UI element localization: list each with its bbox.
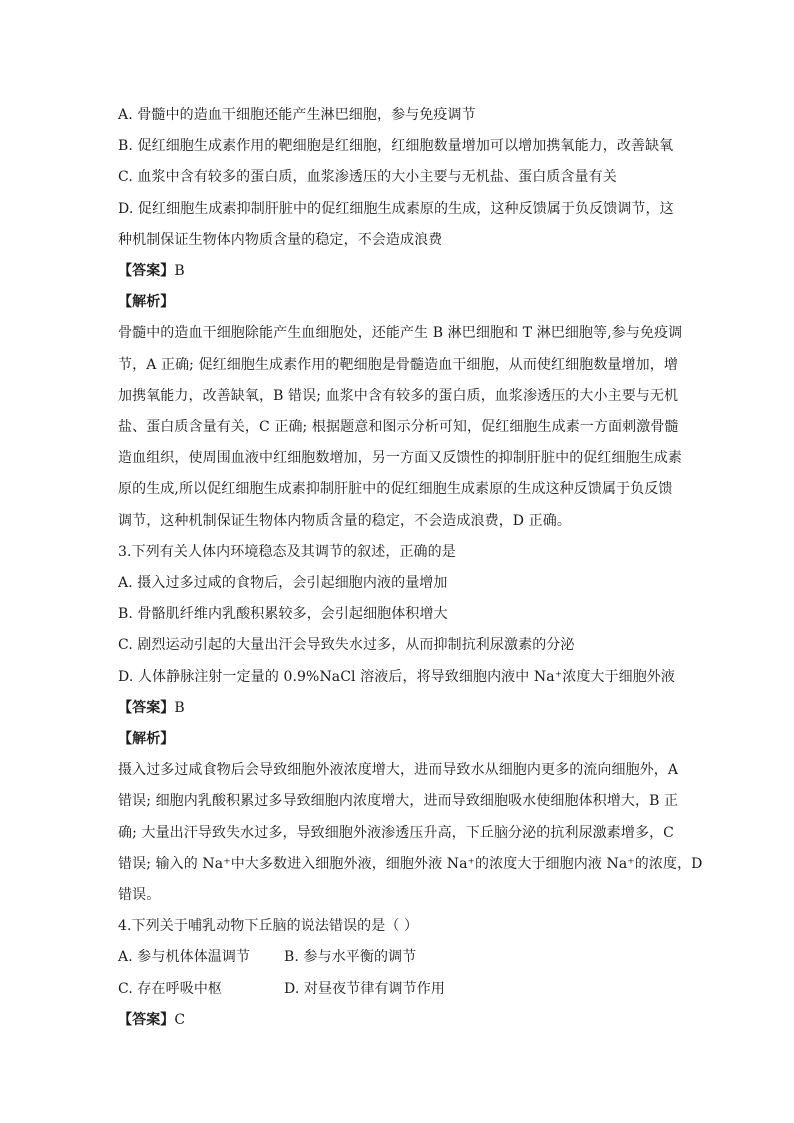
q4-answer-value: C	[174, 1011, 186, 1028]
q2-analysis-line: 盐、蛋白质含量有关，C 正确; 根据题意和图示分析可知，促红细胞生成素一方面刺激骨髓	[118, 419, 679, 436]
q2-analysis-line: 节，A 正确; 促红细胞生成素作用的靶细胞是骨髓造血干细胞，从而使红细胞数量增加，增	[118, 356, 678, 373]
q4-option-d: D. 对昼夜节律有调节作用	[284, 980, 445, 997]
q2-analysis-line: 原的生成,所以促红细胞生成素抑制肝脏中的促红细胞生成素原的生成这种反馈属于负反馈	[118, 481, 673, 498]
q4-option-a: A. 参与机体体温调节	[118, 949, 251, 966]
q2-answer	[118, 256, 678, 287]
q2-analysis-line: 调节，这种机制保证生物体内物质含量的稳定，不会造成浪费，D 正确。	[118, 512, 571, 529]
document-page	[118, 100, 703, 1036]
q4-answer	[118, 1005, 678, 1036]
q3-option-b: B. 骨骼肌纤维内乳酸积累较多，会引起细胞体积增大	[118, 606, 448, 623]
q3-answer-tag: 【答案】	[118, 699, 175, 716]
q3-analysis-line: 错误。	[118, 887, 161, 904]
q3-option-a: A. 摄入过多过咸的食物后，会引起细胞内液的量增加	[118, 575, 448, 592]
q4-option-b: B. 参与水平衡的调节	[284, 949, 417, 966]
q3-analysis-line: 错误; 输入的 Na⁺中大多数进入细胞外液，细胞外液 Na⁺的浓度大于细胞内液 Na⁺的浓度，D	[118, 855, 703, 872]
q4-answer-tag: 【答案】	[118, 1011, 175, 1028]
q4-options-row-1	[118, 942, 678, 973]
q2-option-d-line2: 种机制保证生物体内物质含量的稳定，不会造成浪费	[118, 231, 443, 248]
q3-stem: 3.下列有关人体内环境稳态及其调节的叙述，正确的是	[118, 543, 456, 560]
q3-answer-value: B	[174, 699, 185, 716]
q2-analysis-line: 加携氧能力，改善缺氧，B 错误; 血浆中含有较多的蛋白质，血浆渗透压的大小主要与无机	[118, 387, 679, 404]
q3-analysis-line: 确; 大量出汗导致失水过多，导致细胞外液渗透压升高，下丘脑分泌的抗利尿激素增多，C	[118, 824, 674, 841]
q2-answer-tag: 【答案】	[118, 263, 175, 280]
q2-answer-value: B	[174, 263, 185, 280]
q2-option-d-line1: D. 促红细胞生成素抑制肝脏中的促红细胞生成素原的生成，这种反馈属于负反馈调节，这	[118, 200, 674, 217]
q3-analysis-line: 摄入过多过咸食物后会导致细胞外液浓度增大，进而导致水从细胞内更多的流向细胞外，A	[118, 762, 679, 779]
q3-option-c: C. 剧烈运动引起的大量出汗会导致失水过多，从而抑制抗利尿激素的分泌	[118, 637, 575, 654]
q2-option-b: B. 促红细胞生成素作用的靶细胞是红细胞，红细胞数量增加可以增加携氧能力，改善缺氧	[118, 138, 674, 155]
q2-analysis-line: 骨髓中的造血干细胞除能产生血细胞处，还能产生 B 淋巴细胞和 T 淋巴细胞等,参与免疫调	[118, 325, 683, 342]
q3-analysis-tag: 【解析】	[118, 731, 175, 748]
q4-options-row-2	[118, 974, 678, 1005]
q2-option-c: C. 血浆中含有较多的蛋白质，血浆渗透压的大小主要与无机盐、蛋白质含量有关	[118, 169, 617, 186]
q4-option-c: C. 存在呼吸中枢	[118, 980, 223, 997]
q4-stem: 4.下列关于哺乳动物下丘脑的说法错误的是（ ）	[118, 918, 419, 935]
q3-answer	[118, 693, 678, 724]
q3-analysis-line: 错误; 细胞内乳酸积累过多导致细胞内浓度增大，进而导致细胞吸水使细胞体积增大，B 正	[118, 793, 679, 810]
q3-option-d: D. 人体静脉注射一定量的 0.9%NaCl 溶液后，将导致细胞内液中 Na⁺浓度大于细胞外液	[118, 668, 676, 685]
q2-analysis-tag: 【解析】	[118, 294, 175, 311]
q2-option-a: A. 骨髓中的造血干细胞还能产生淋巴细胞，参与免疫调节	[118, 107, 476, 123]
q2-analysis-line: 造血组织，使周围血液中红细胞数增加，另一方面又反馈性的抑制肝脏中的促红细胞生成素	[118, 450, 682, 467]
